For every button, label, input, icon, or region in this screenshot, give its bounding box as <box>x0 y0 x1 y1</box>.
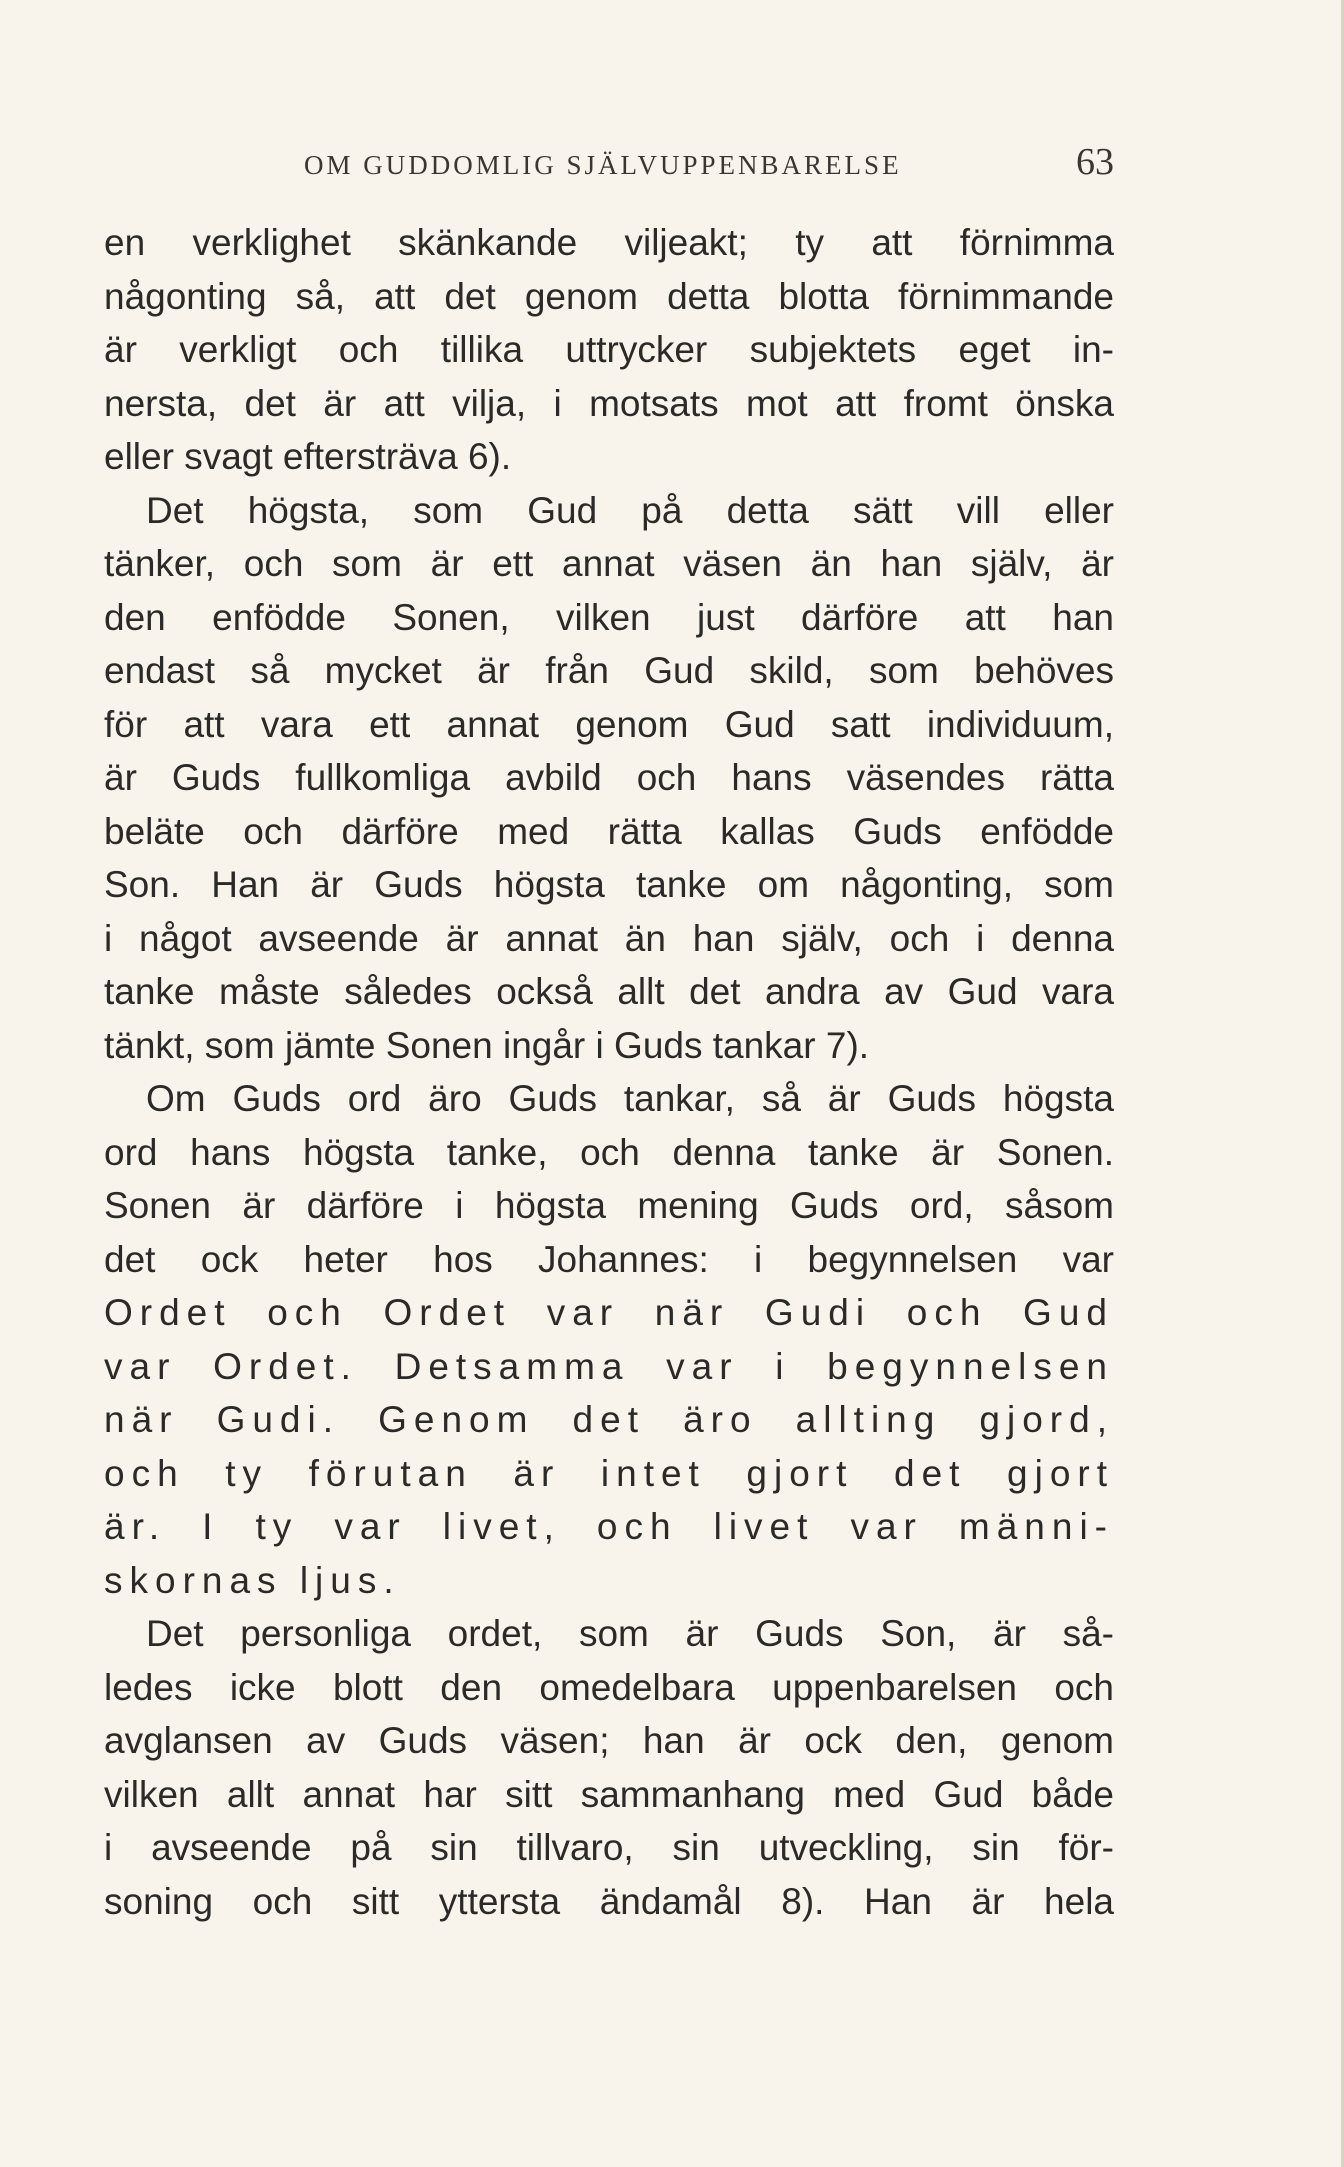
body-text <box>104 216 1114 1928</box>
text-line: det ock heter hos Johannes: i begynnelsen var <box>104 1238 1114 1280</box>
text-line: tanke måste således också allt det andra av Gud vara <box>104 971 1114 1012</box>
text-line: en verklighet skänkande viljeakt; ty att förnimma <box>104 222 1114 263</box>
text-line: soning och sitt yttersta ändamål 8). Han är hela <box>104 1880 1114 1922</box>
text-line: är. I ty var livet, och livet var männi- <box>104 1506 1114 1547</box>
text-line: Ordet och Ordet var när Gudi och Gud <box>104 1292 1114 1333</box>
text-line: ledes icke blott den omedelbara uppenbarelsen och <box>104 1666 1114 1708</box>
text-line: Sonen är därföre i högsta mening Guds ord, såsom <box>104 1185 1114 1226</box>
text-line: var Ordet. Detsamma var i begynnelsen <box>104 1345 1114 1387</box>
text-line: tänker, och som är ett annat väsen än han själv, är <box>104 543 1114 584</box>
text-line: eller svagt eftersträva 6). <box>104 436 512 477</box>
text-line: beläte och därföre med rätta kallas Guds enfödde <box>104 810 1114 852</box>
text-line: tänkt, som jämte Sonen ingår i Guds tankar 7). <box>104 1024 870 1066</box>
text-line: någonting så, att det genom detta blotta förnimmande <box>104 275 1114 317</box>
text-line: den enfödde Sonen, vilken just därföre att han <box>104 596 1114 638</box>
text-line: är verkligt och tillika uttrycker subjektets eget in- <box>104 329 1114 370</box>
text-line: nersta, det är att vilja, i motsats mot att fromt önska <box>104 382 1114 424</box>
text-line: i avseende på sin tillvaro, sin utveckling, sin för- <box>104 1827 1114 1868</box>
page-number: 63 <box>1076 141 1114 183</box>
text-line: Det personliga ordet, som är Guds Son, är så- <box>146 1613 1114 1654</box>
text-line: för att vara ett annat genom Gud satt individuum, <box>104 703 1114 745</box>
page-header <box>104 140 1114 190</box>
text-line: skornas ljus. <box>104 1559 401 1601</box>
text-line: Det högsta, som Gud på detta sätt vill eller <box>146 489 1114 531</box>
text-line: Son. Han är Guds högsta tanke om någonting, som <box>104 864 1114 905</box>
text-line: endast så mycket är från Gud skild, som behöves <box>104 650 1114 691</box>
text-line: är Guds fullkomliga avbild och hans väsendes rätta <box>104 757 1114 798</box>
running-title: OM GUDDOMLIG SJÄLVUPPENBARELSE <box>304 150 902 180</box>
text-line: och ty förutan är intet gjort det gjort <box>104 1452 1114 1494</box>
text-line: vilken allt annat har sitt sammanhang med Gud både <box>104 1773 1114 1815</box>
text-line: ord hans högsta tanke, och denna tanke är Sonen. <box>104 1131 1114 1173</box>
text-line: i något avseende är annat än han själv, och i denna <box>104 917 1114 959</box>
text-line: när Gudi. Genom det äro allting gjord, <box>104 1399 1114 1440</box>
text-line: Om Guds ord äro Guds tankar, så är Guds högsta <box>146 1078 1114 1119</box>
text-line: avglansen av Guds väsen; han är ock den, genom <box>104 1720 1114 1761</box>
